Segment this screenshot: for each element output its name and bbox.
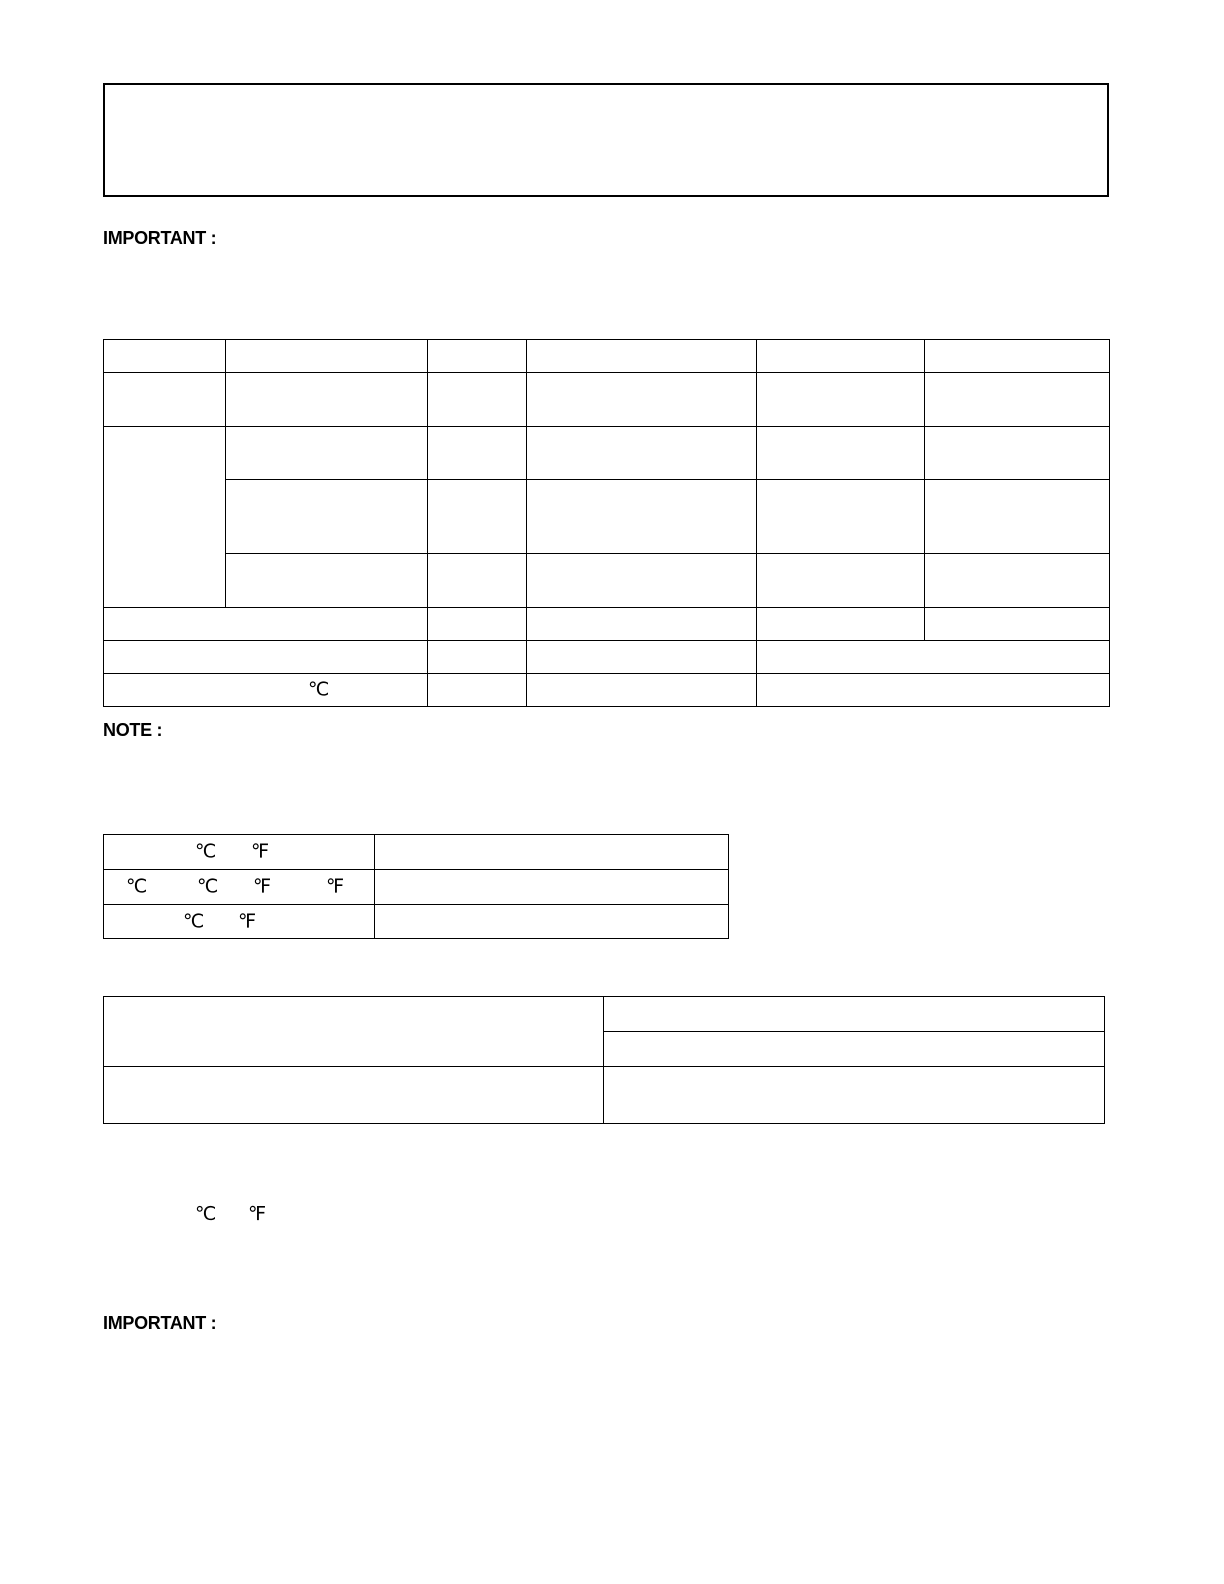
table-cell — [104, 905, 375, 939]
table-cell — [604, 1067, 1105, 1124]
fahrenheit-unit: ℉ — [326, 876, 345, 898]
table-cell — [375, 835, 729, 870]
table-cell — [226, 554, 428, 608]
important-label-top: IMPORTANT : — [103, 228, 217, 248]
table-cell — [428, 480, 527, 554]
table-cell — [757, 373, 925, 427]
table-cell — [226, 427, 428, 480]
table-cell — [428, 674, 527, 707]
settings-table — [103, 996, 1105, 1124]
table-cell — [757, 480, 925, 554]
table-cell — [757, 554, 925, 608]
fahrenheit-unit: ℉ — [253, 876, 272, 898]
fahrenheit-unit: ℉ — [238, 911, 257, 932]
table-cell — [226, 480, 428, 554]
table-row — [104, 1067, 1105, 1124]
table-cell — [375, 870, 729, 905]
table-cell — [428, 427, 527, 480]
table-cell — [925, 480, 1110, 554]
table-cell — [375, 905, 729, 939]
table-row — [104, 427, 1110, 480]
table-cell — [104, 641, 428, 674]
table-cell — [604, 1032, 1105, 1067]
table-cell — [925, 340, 1110, 373]
table-row — [104, 997, 1105, 1032]
table-cell — [757, 427, 925, 480]
table-cell — [104, 373, 226, 427]
table-cell — [104, 997, 604, 1067]
table-cell — [527, 674, 757, 707]
table-cell — [104, 427, 226, 608]
table-row — [104, 641, 1110, 674]
table-cell — [527, 641, 757, 674]
table-row — [104, 905, 729, 939]
table-cell — [527, 480, 757, 554]
table-cell — [925, 427, 1110, 480]
spec-table — [103, 339, 1110, 707]
table-cell — [925, 608, 1110, 641]
table-cell — [428, 340, 527, 373]
table-cell — [757, 674, 1110, 707]
table-cell — [527, 554, 757, 608]
table-cell — [226, 373, 428, 427]
table-cell — [428, 554, 527, 608]
table-cell — [757, 608, 925, 641]
table-row — [104, 608, 1110, 641]
temperature-table — [103, 834, 729, 939]
table-row — [104, 835, 729, 870]
table-cell — [428, 641, 527, 674]
table-cell — [925, 373, 1110, 427]
table-cell — [527, 427, 757, 480]
table-row — [104, 373, 1110, 427]
celsius-unit: ℃ — [195, 841, 217, 863]
table-cell — [757, 641, 1110, 674]
table-cell — [604, 997, 1105, 1032]
table-cell — [104, 1067, 604, 1124]
celsius-unit: ℃ — [195, 1204, 217, 1225]
table-cell — [226, 340, 428, 373]
table-cell — [104, 340, 226, 373]
table-row — [104, 674, 1110, 707]
table-cell — [104, 870, 375, 905]
table-cell — [925, 554, 1110, 608]
table-cell — [104, 674, 428, 707]
celsius-unit: ℃ — [197, 876, 219, 898]
table-cell — [428, 373, 527, 427]
note-label: NOTE : — [103, 720, 163, 740]
table-cell — [104, 835, 375, 870]
table-row — [104, 554, 1110, 608]
table-cell — [104, 608, 428, 641]
table-cell — [527, 608, 757, 641]
celsius-unit: ℃ — [308, 679, 330, 701]
table-row — [104, 340, 1110, 373]
celsius-unit: ℃ — [183, 911, 205, 932]
header-frame — [103, 83, 1109, 197]
table-row — [104, 870, 729, 905]
fahrenheit-unit: ℉ — [248, 1204, 267, 1225]
fahrenheit-unit: ℉ — [251, 841, 270, 863]
table-cell — [757, 340, 925, 373]
table-row — [104, 480, 1110, 554]
table-cell — [428, 608, 527, 641]
table-cell — [527, 373, 757, 427]
celsius-unit: ℃ — [126, 876, 148, 898]
important-label-bottom: IMPORTANT : — [103, 1313, 217, 1333]
table-cell — [527, 340, 757, 373]
